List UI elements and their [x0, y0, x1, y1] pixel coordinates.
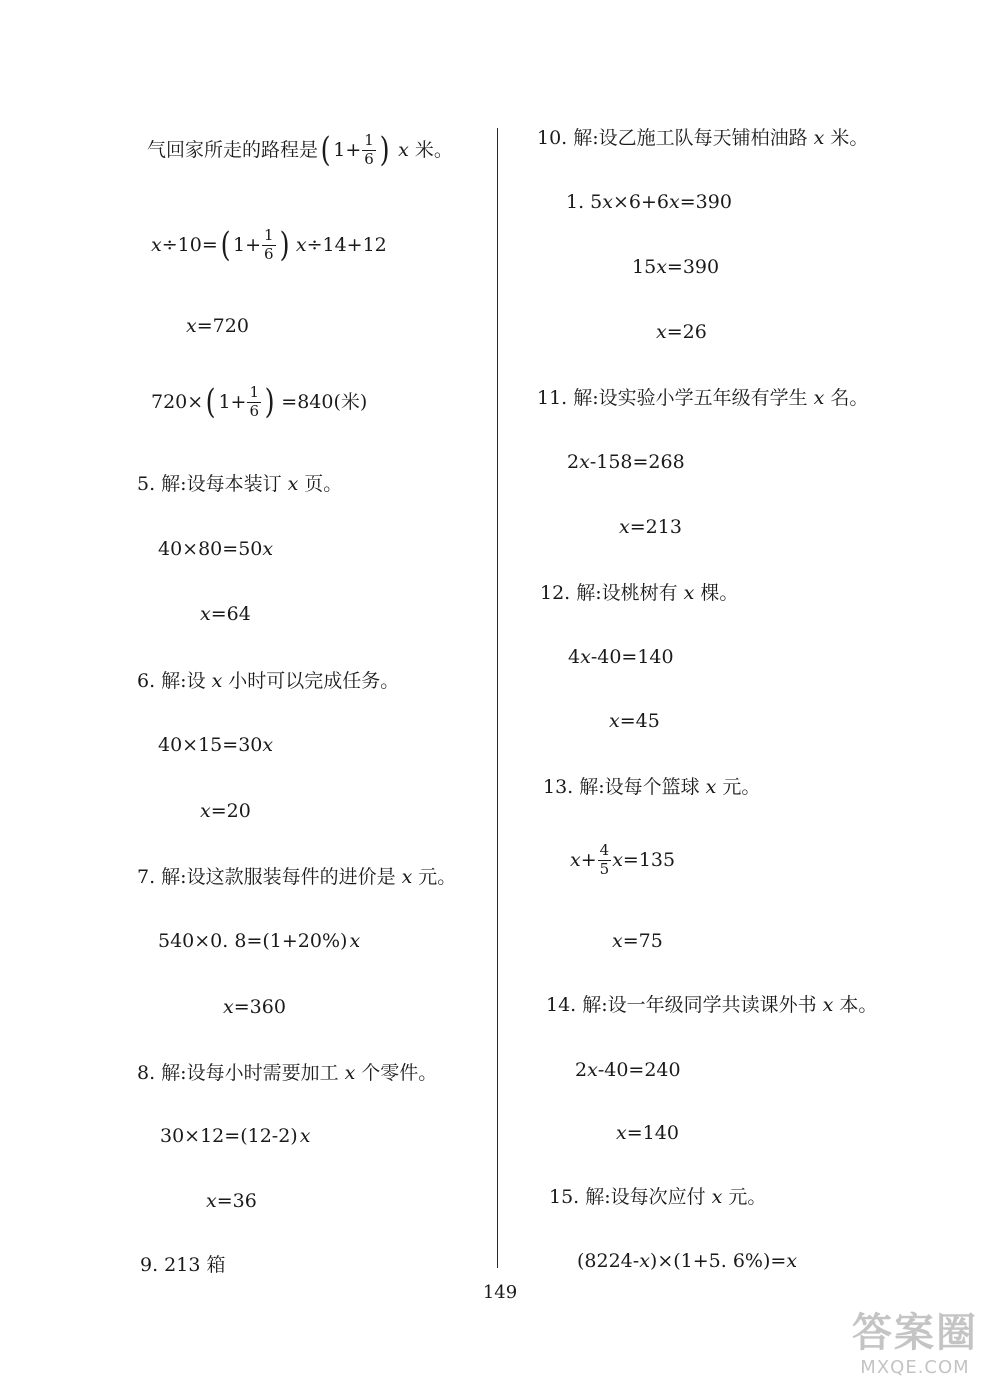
variable-x: x: [656, 321, 667, 343]
variable-x: x: [401, 866, 413, 888]
problem-10-eq3: [656, 323, 707, 342]
problem-13-eq1: [570, 843, 675, 878]
variable-x: x: [612, 848, 623, 871]
text: =135: [622, 848, 676, 871]
text: =720: [196, 315, 249, 337]
text: 米。: [414, 138, 453, 161]
text: +: [580, 848, 597, 871]
problem-15: [549, 1188, 766, 1207]
variable-x: x: [602, 191, 613, 213]
text: 4: [568, 646, 581, 668]
problem-11: [537, 389, 868, 408]
text: 40×80=50: [158, 538, 263, 560]
text: 米。: [830, 127, 869, 149]
text: 1+: [333, 138, 362, 161]
right-paren: ): [379, 130, 390, 171]
text: =20: [210, 800, 251, 822]
problem-8-eq2: [206, 1192, 257, 1211]
text: 14. 解:设一年级同学共读课外书: [546, 994, 817, 1016]
text: -40=140: [590, 646, 674, 668]
variable-x: x: [570, 848, 581, 871]
problem-6: [137, 672, 399, 691]
fraction-one-sixth: [247, 385, 261, 420]
variable-x: x: [200, 800, 211, 822]
watermark-sub: MXQE.COM: [860, 1356, 970, 1378]
text: 8. 解:设每小时需要加工: [137, 1062, 339, 1084]
variable-x: x: [587, 1059, 598, 1081]
text: ÷14+12: [306, 233, 387, 256]
frac-num: 1: [249, 383, 260, 401]
right-paren: ): [264, 382, 275, 423]
text: 气回家所走的路程是: [147, 138, 319, 161]
variable-x: x: [813, 127, 825, 149]
problem-10-eq2: [632, 258, 719, 277]
variable-x: x: [580, 646, 591, 668]
left-line-2: [151, 225, 387, 266]
text: 元。: [722, 776, 761, 798]
frac-den: 6: [364, 149, 374, 168]
variable-x: x: [344, 1062, 356, 1084]
problem-10: [537, 129, 868, 148]
text: =360: [233, 996, 286, 1018]
problem-5-eq2: [200, 605, 251, 624]
text: 40×15=30: [158, 734, 263, 756]
text: 名。: [830, 387, 869, 409]
frac-den: 6: [264, 244, 274, 263]
variable-x: x: [683, 582, 695, 604]
text: =213: [629, 516, 682, 538]
column-divider: [497, 128, 498, 1268]
text: 棵。: [700, 582, 739, 604]
problem-6-eq1: [158, 736, 273, 755]
variable-x: x: [223, 996, 234, 1018]
text: 15: [632, 256, 657, 278]
watermark-logo: [840, 1305, 990, 1385]
text: ÷10=: [161, 233, 218, 256]
variable-x: x: [639, 1250, 650, 1272]
problem-13: [543, 778, 760, 797]
problem-14-eq2: [616, 1124, 679, 1143]
variable-x: x: [398, 138, 409, 161]
text: 小时可以完成任务。: [228, 670, 400, 692]
variable-x: x: [822, 994, 834, 1016]
text: 2: [567, 451, 580, 473]
text: -158=268: [589, 451, 685, 473]
variable-x: x: [287, 473, 299, 495]
left-line-3: [186, 317, 249, 336]
variable-x: x: [786, 1250, 798, 1272]
text: 元。: [728, 1186, 767, 1208]
problem-13-eq2: [612, 932, 663, 951]
fraction-one-sixth: [262, 228, 276, 263]
problem-7-eq1: [158, 932, 360, 951]
problem-7-eq2: [223, 998, 286, 1017]
text: (8224-: [577, 1250, 640, 1272]
problem-12-eq1: [568, 648, 674, 667]
problem-5: [137, 475, 342, 494]
variable-x: x: [206, 1190, 217, 1212]
variable-x: x: [813, 387, 825, 409]
variable-x: x: [200, 603, 211, 625]
variable-x: x: [656, 256, 667, 278]
text: 个零件。: [361, 1062, 438, 1084]
text: 5. 解:设每本装订: [137, 473, 282, 495]
page-number: 149: [482, 1282, 518, 1303]
variable-x: x: [612, 930, 623, 952]
variable-x: x: [609, 710, 620, 732]
variable-x: x: [711, 1186, 723, 1208]
fraction-four-fifths: [598, 843, 612, 878]
variable-x: x: [619, 516, 630, 538]
variable-x: x: [262, 538, 274, 560]
text: )×(1+5. 6%)=: [649, 1250, 787, 1272]
problem-14-eq1: [575, 1061, 681, 1080]
text: 30×12=(12-2): [160, 1125, 298, 1147]
frac-den: 5: [599, 859, 610, 878]
text: -40=240: [597, 1059, 681, 1081]
variable-x: x: [299, 1125, 311, 1147]
text: 元。: [418, 866, 457, 888]
text: =26: [666, 321, 707, 343]
text: =390: [679, 191, 732, 213]
variable-x: x: [579, 451, 590, 473]
text: 1+: [218, 390, 247, 413]
variable-x: x: [705, 776, 717, 798]
text: =840(米): [281, 390, 368, 413]
watermark-main: 答案圈: [852, 1308, 978, 1356]
text: 7. 解:设这款服装每件的进价是: [137, 866, 396, 888]
text: 540×0. 8=(1+20%): [158, 930, 348, 952]
left-paren: (: [220, 225, 231, 266]
frac-num: 1: [264, 226, 274, 244]
problem-9: [140, 1256, 225, 1275]
variable-x: x: [151, 233, 162, 256]
problem-14: [546, 996, 877, 1015]
text: 13. 解:设每个篮球: [543, 776, 700, 798]
problem-10-eq1: [566, 193, 732, 212]
variable-x: x: [262, 734, 274, 756]
variable-x: x: [349, 930, 361, 952]
problem-6-eq2: [200, 802, 251, 821]
text: =45: [619, 710, 660, 732]
text: 12. 解:设桃树有: [540, 582, 678, 604]
variable-x: x: [616, 1122, 627, 1144]
problem-11-eq1: [567, 453, 685, 472]
text: ×6+6: [612, 191, 670, 213]
problem-12: [540, 584, 738, 603]
problem-8: [137, 1064, 437, 1083]
problem-12-eq2: [609, 712, 660, 731]
left-paren: (: [320, 130, 331, 171]
frac-num: 4: [599, 841, 610, 859]
text: 1. 5: [566, 191, 603, 213]
variable-x: x: [211, 670, 223, 692]
fraction-one-sixth: [362, 133, 376, 168]
text: 1+: [233, 233, 262, 256]
text: =36: [216, 1190, 257, 1212]
text: 本。: [839, 994, 878, 1016]
left-paren: (: [205, 382, 216, 423]
text: 2: [575, 1059, 588, 1081]
text: 15. 解:设每次应付: [549, 1186, 706, 1208]
problem-15-eq1: [577, 1252, 797, 1271]
text: =64: [210, 603, 251, 625]
text: =75: [622, 930, 663, 952]
variable-x: x: [295, 233, 307, 256]
left-line-1: [147, 130, 453, 171]
text: 720×: [151, 390, 204, 413]
problem-5-eq1: [158, 540, 273, 559]
text: =140: [626, 1122, 679, 1144]
problem-7: [137, 868, 456, 887]
text: =390: [666, 256, 720, 278]
left-line-4: [151, 382, 368, 423]
right-paren: ): [279, 225, 290, 266]
text: 11. 解:设实验小学五年级有学生: [537, 387, 808, 409]
frac-num: 1: [364, 131, 374, 149]
text: 10. 解:设乙施工队每天铺柏油路: [537, 127, 808, 149]
problem-11-eq2: [619, 518, 682, 537]
variable-x: x: [669, 191, 680, 213]
frac-den: 6: [249, 401, 260, 420]
problem-8-eq1: [160, 1127, 310, 1146]
text: 页。: [304, 473, 343, 495]
variable-x: x: [186, 315, 197, 337]
text: 9. 213 箱: [140, 1254, 226, 1276]
text: 6. 解:设: [137, 670, 206, 692]
